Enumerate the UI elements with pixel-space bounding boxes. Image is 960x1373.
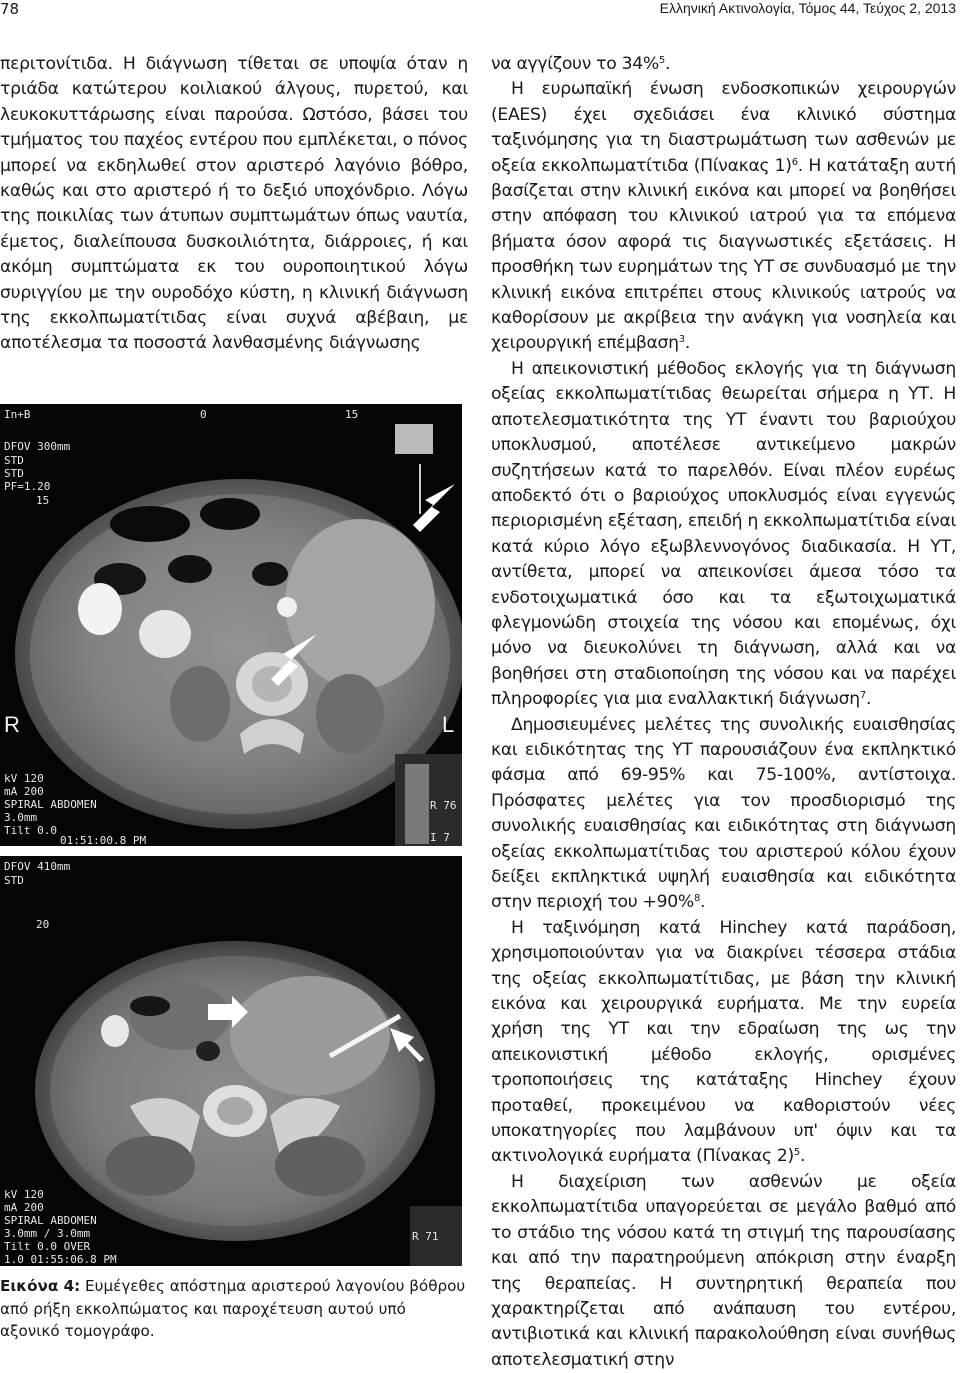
right-paragraph-2-text-b: . Η κατάταξη αυτή βασίζεται στην κλινική εικόνα και μπορεί να βοηθήσει στην απόφαση του κλινικού ιατρού για τα επόμενα βήματα όσον αφορά τις διαγνωστικές εξετάσεις. Η προσθήκη των ευρημάτων της ΥΤ σε συνδυασμό με την κλινική εικόνα επιτρέπει στους κλινικούς ιατρούς να καθορίσουν με ακρίβεια την ανάγκη για νοσηλεία και χειρουργική επέμβαση bbox=[491, 155, 956, 354]
left-paragraph-1: περιτονίτιδα. Η διάγνωση τίθεται σε υποψία όταν η τριάδα κατώτερου κοιλιακού άλγους, πυρετού, και λευκοκυττάρωσης είναι παρούσα. Ωστόσο, βάσει του τμήματος του παχέος εντέρου που εμπλέκεται, ο πόνος μπορεί να εκδηλωθεί στον αριστερό λαγόνιο βόθρο, καθώς και στο αριστερό ή το δεξιό υποχόνδριο. Λόγω της ποικιλίας των άτυπων συμπτωμάτων όπως ναυτία, έμετος, διαλείπουσα δυσκοιλιότητα, διάρροιες, ή και ακόμη συμπτώματα εκ του ουροποιητικού λόγω συριγγίου με την ουροδόχο κύστη, η κλινική διάγνωση της εκκολπωματίτιδας είναι συχνά αβέβαιη, με αποτέλεσμα τα ποσοστά λανθασμένης διάγνωσης bbox=[0, 54, 468, 354]
right-paragraph-3-text: Η απεικονιστική μέθοδος εκλογής για τη διάγνωση οξείας εκκολπωματίτιδας θεωρείται σήμερα η ΥΤ. Η αποτελεσματικότητα της ΥΤ έναντι του βαριούχου υποκλυσμού, αποτέλεσε αντικείμενο μακρών συζητήσεων κατά το παρελθόν. Είναι πλέον ευρέως αποδεκτό ότι ο βαριούχος υποκλυσμός είναι εγγενώς περιορισμένη εξέταση, επειδή η εκκολπωματίτιδα είναι κατά κύριο λόγο εξωβλεννογόνος διαδικασία. Η ΥΤ, αντίθετα, μπορεί να απεικονίσει άμεσα τόσο τα ενδοτοιχωματικά όσο και τα εξωτοιχωματικά φλεγμονώδη στοιχεία της νόσου και επομένως, όχι μόνο να διευκολύνει τη διάγνωση, αλλά και να βοηθήσει στη σταδιοποίηση της νόσου και να παρέχει πληροφορίες για μια εναλλακτική διάγνωση bbox=[491, 358, 956, 710]
right-paragraph-4-text: Δημοσιευμένες μελέτες της συνολικής ευαισθησίας και ειδικότητας της ΥΤ παρουσιάζουν ένα εκπληκτικό φάσμα από 69-95% και 75-100%, αντίστοιχα. Πρόσφατες μελέτες για τον προσδιορισμό της συνολικής ευαισθησίας και ειδικότητας στη διάγνωση οξείας εκκολπωματίτιδας του αριστερού κόλου έχουν δείξει εκπληκτικά υψηλή ευαισθησία και ειδικότητα στην περιοχή του +90% bbox=[491, 714, 956, 913]
ct-bottom-label-kv: kV 120 bbox=[4, 1188, 44, 1201]
right-paragraph-1-text: να αγγίζουν το 34% bbox=[491, 54, 659, 74]
ct-top-right-marker: R bbox=[4, 712, 20, 737]
ct-top-label-15: 15 bbox=[345, 408, 359, 421]
ct-bottom-label-thickness: 3.0mm / 3.0mm bbox=[4, 1227, 91, 1240]
ct-top-label-r: R 76 bbox=[430, 799, 457, 812]
ct-bottom-label-time: 1.0 01:55:06.8 PM bbox=[4, 1253, 117, 1266]
right-paragraph-2-text-a: Η ευρωπαϊκή ένωση ενδοσκοπικών χειρουργών (EAES) έχει σχεδιάσει ένα κλινικό σύστημα ταξινόμησης για τη διαστρωμάτωση των ασθενών με οξεία εκκολπωματίτιδα (Πίνακας 1) bbox=[491, 79, 956, 176]
reference-5b: 5 bbox=[793, 1147, 800, 1159]
ct-top-label-std2: STD bbox=[4, 467, 24, 480]
ct-scan-upper-image bbox=[0, 404, 462, 846]
figure-caption-text: Ευμέγεθες απόστημα αριστερού λαγονίου βόθρου από ρήξη εκκολπώματος και παροχέτευση αυτού υπό αξονικό τομογράφο. bbox=[0, 1277, 466, 1340]
right-paragraph-3 bbox=[491, 357, 956, 713]
ct-top-label-pf: PF=1.20 bbox=[4, 480, 51, 493]
right-paragraph-5 bbox=[491, 916, 956, 1170]
ct-bottom-label-r: R 71 bbox=[412, 1230, 439, 1243]
ct-top-label-dfov: DFOV 300mm bbox=[4, 440, 71, 453]
right-paragraph-4 bbox=[491, 713, 956, 916]
right-paragraph-2 bbox=[491, 77, 956, 356]
right-paragraph-6: Η διαχείριση των ασθενών με οξεία εκκολπωματίτιδα υπαγορεύεται σε μεγάλο βαθμό από το στάδιο της νόσου κατά τη στιγμή της παρουσίασης και από την παρατηρούμενη απόκριση στην έναρξη της θεραπείας. Η συντηρητική θεραπεία που χαρακτηρίζεται από ανάπαυση του εντέρου, αντιβιοτικά και κλινική παρακολούθηση είναι συνήθως αποτελεσματική στην bbox=[491, 1171, 956, 1370]
figure-caption-label: Εικόνα 4: bbox=[0, 1277, 81, 1295]
right-column bbox=[491, 52, 956, 1373]
ct-bottom-label-ma: mA 200 bbox=[4, 1201, 44, 1214]
ct-bottom-label-dfov: DFOV 410mm bbox=[4, 860, 71, 873]
ct-top-label-0: 0 bbox=[200, 408, 207, 421]
journal-header: Ελληνική Ακτινολογία, Τόμος 44, Τεύχος 2, 2013 bbox=[659, 0, 956, 16]
figure-caption bbox=[0, 1275, 468, 1343]
right-paragraph-4-end: . bbox=[700, 892, 706, 913]
ct-bottom-label-std: STD bbox=[4, 874, 24, 887]
ct-top-label-ma: mA 200 bbox=[4, 785, 44, 798]
page-number: 78 bbox=[0, 0, 20, 18]
ct-top-label-scale: 15 bbox=[36, 494, 50, 507]
right-paragraph-1-end: . bbox=[664, 54, 671, 74]
reference-7: 7 bbox=[859, 690, 866, 702]
ct-bottom-label-scale: 20 bbox=[36, 918, 50, 931]
right-paragraph-3-end: . bbox=[865, 689, 872, 710]
ct-top-label-std1: STD bbox=[4, 454, 24, 467]
ct-top-label-series: In+B bbox=[4, 408, 31, 421]
reference-8: 8 bbox=[693, 893, 701, 905]
right-paragraph-5-text: Η ταξινόμηση κατά Hinchey κατά παράδοση, χρησιμοποιούνταν για να διακρίνει τέσσερα στάδια της οξείας εκκολπωματίτιδας, με βάση την κλινική εικόνα και χειρουργικά ευρήματα. Με την ευρεία χρήση της ΥΤ και την εδραίωση της ως την απεικονιστική μέθοδο εκλογής, ορισμένες τροποποιήσεις της κατάταξης Hinchey έχουν προταθεί, προκειμένου να καθοριστούν νέες υποκατηγορίες που λαμβάνουν υπ' όψιν και τα ακτινολογικά ευρήματα (Πίνακας 2) bbox=[491, 917, 956, 1167]
ct-top-label-i: I 7 bbox=[430, 831, 450, 844]
ct-top-label-protocol: SPIRAL ABDOMEN bbox=[4, 798, 97, 811]
reference-6: 6 bbox=[791, 156, 798, 168]
reference-3: 3 bbox=[678, 334, 685, 346]
ct-bottom-label-protocol: SPIRAL ABDOMEN bbox=[4, 1214, 97, 1227]
right-paragraph-2-end: . bbox=[684, 333, 690, 354]
reference-5: 5 bbox=[658, 55, 665, 66]
ct-top-label-thickness: 3.0mm bbox=[4, 811, 38, 824]
ct-top-label-tilt: Tilt 0.0 bbox=[4, 824, 57, 837]
left-column bbox=[0, 52, 468, 357]
ct-scan-lower-image bbox=[0, 856, 462, 1266]
ct-top-label-kv: kV 120 bbox=[4, 772, 44, 785]
ct-top-label-time: 01:51:00.8 PM bbox=[60, 834, 147, 846]
right-paragraph-5-end: . bbox=[799, 1146, 806, 1167]
ct-bottom-label-tilt: Tilt 0.0 OVER bbox=[4, 1240, 91, 1253]
ct-top-left-marker: L bbox=[442, 712, 455, 737]
right-paragraph-1 bbox=[491, 52, 956, 77]
